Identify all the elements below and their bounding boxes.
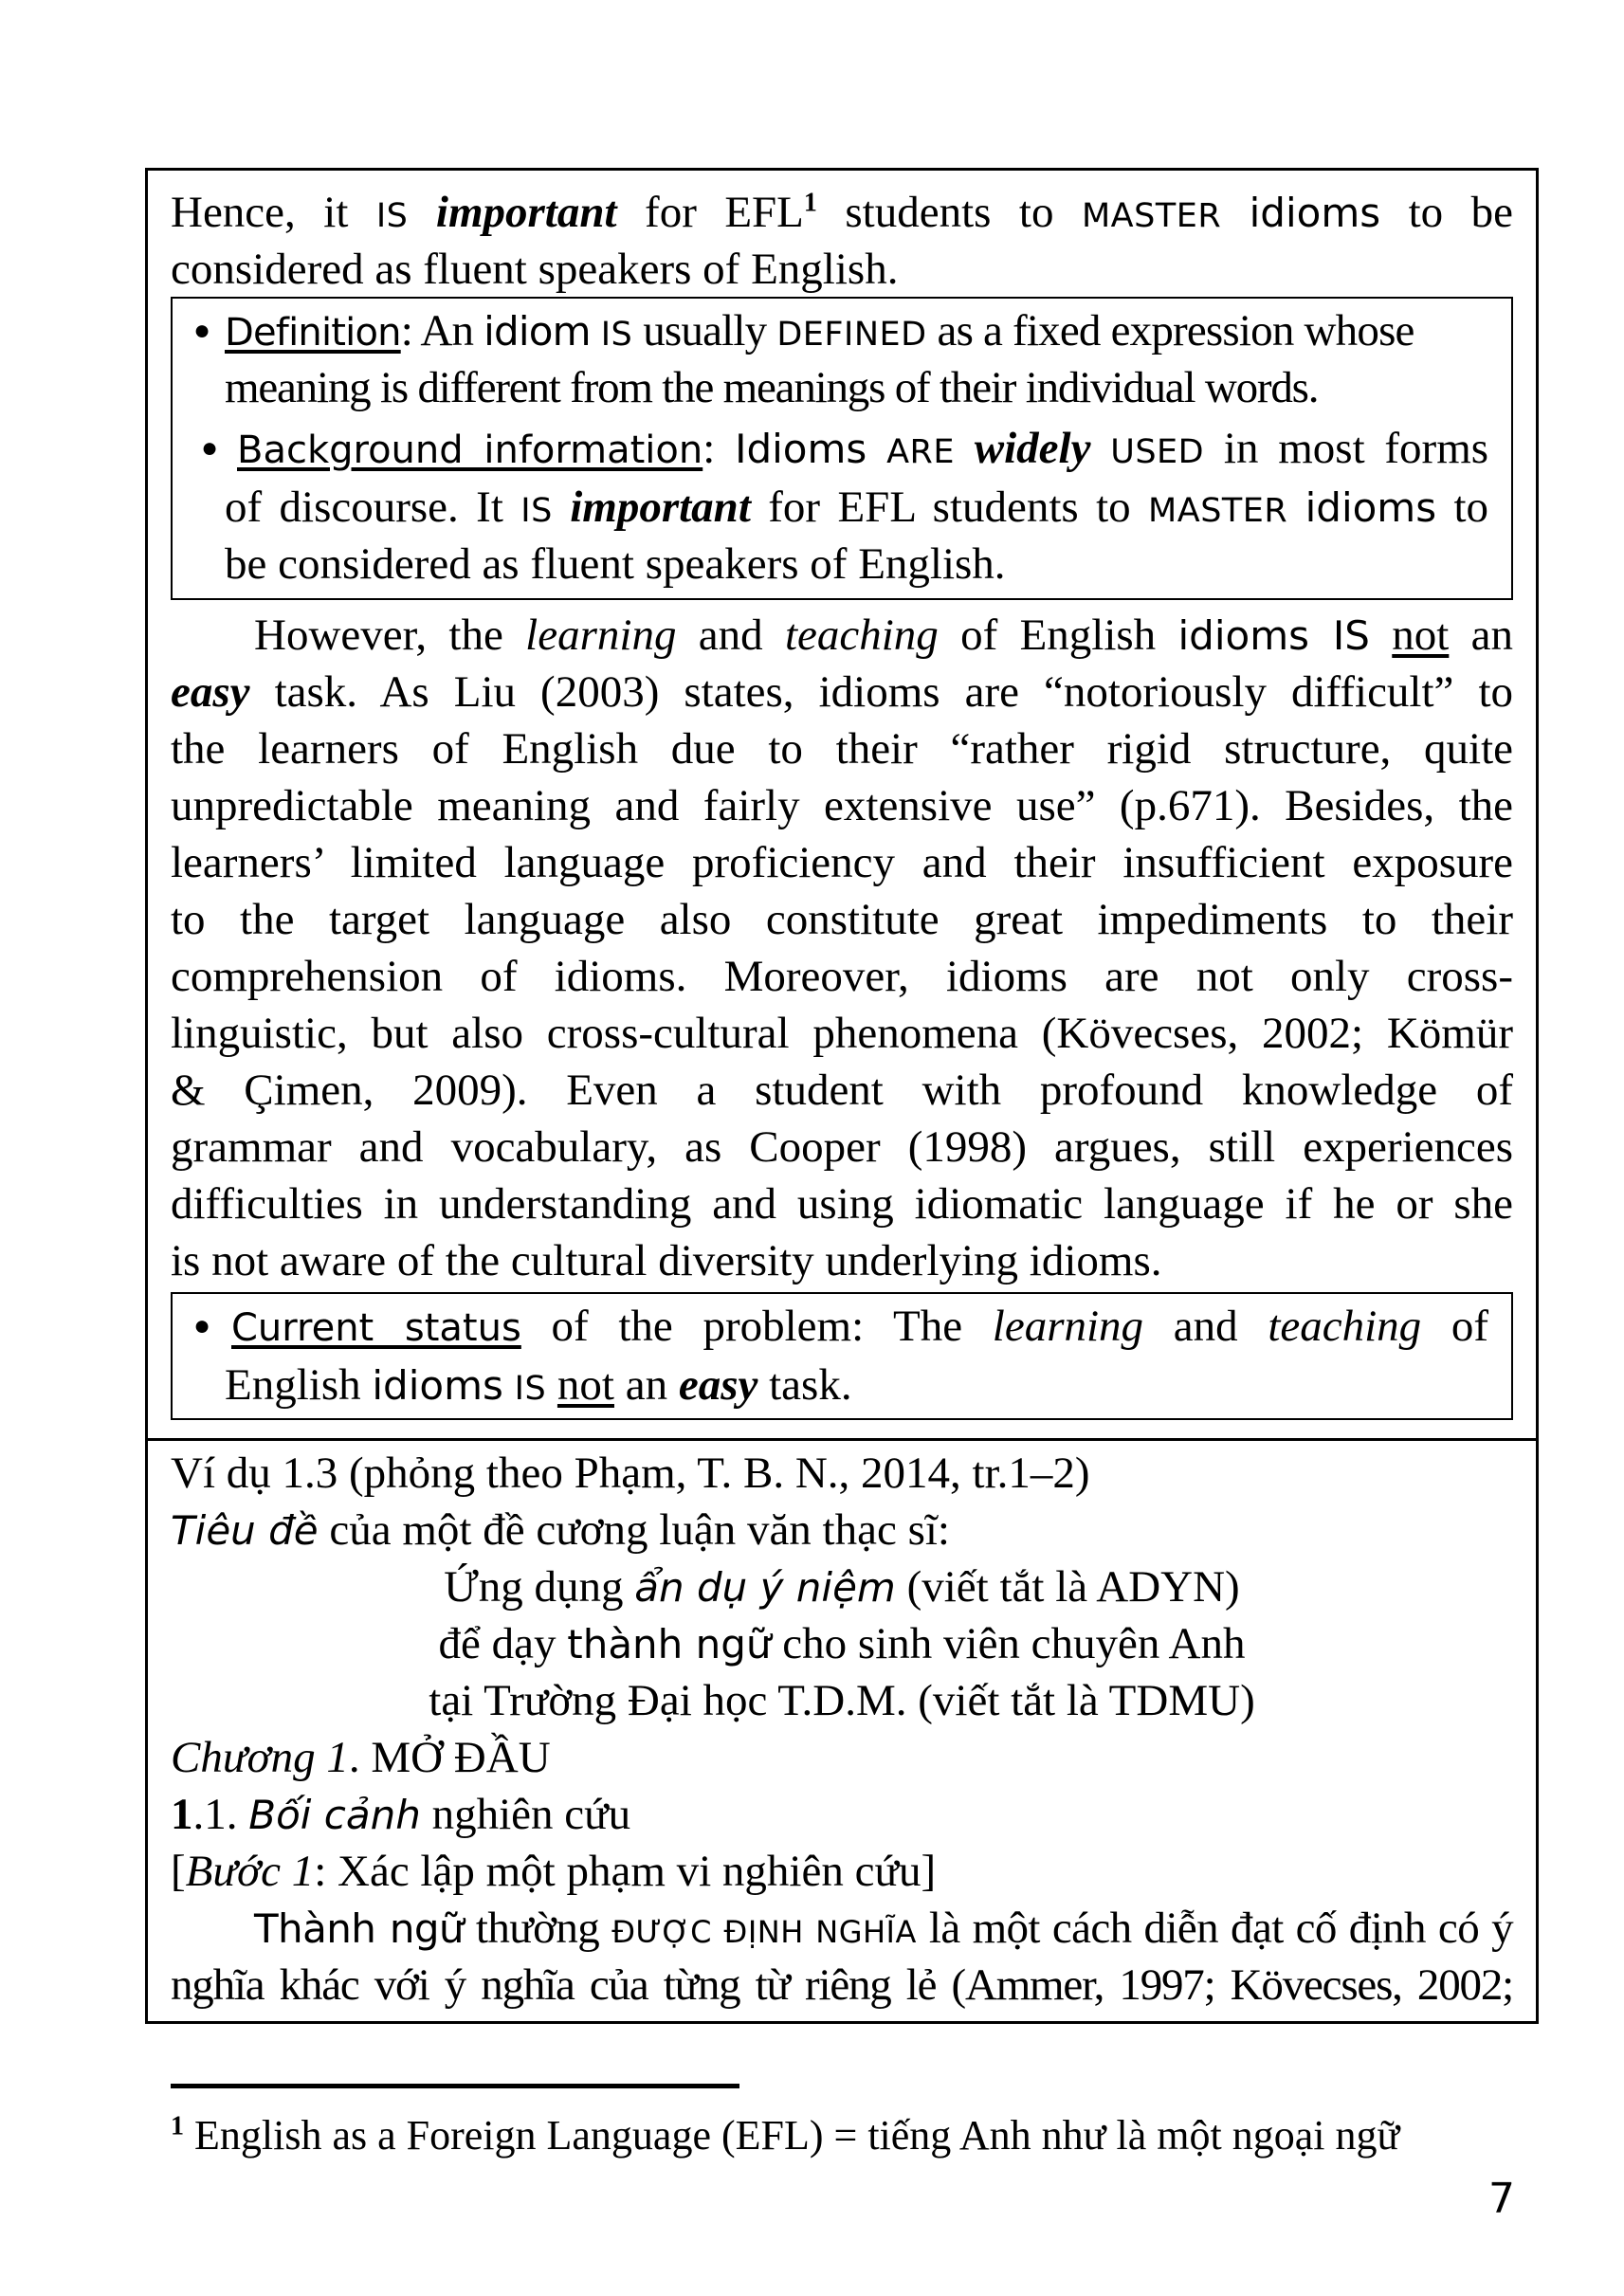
vn-para-line-2: nghĩa khác với ý nghĩa của từng từ riêng lẻ (Ammer, 1997; Kövecses, 2002; [171,1960,1513,2010]
chapter-heading: Chương 1. MỞ ĐẦU [171,1733,551,1782]
background-line: Background information: Idioms ARE widely USED in most forms [237,424,1489,473]
vietnamese-example-cell [148,1441,1536,2021]
thesis-title-3: tại Trường Đại học T.D.M. (viết tắt là TDMU) [429,1676,1255,1725]
para-line: is not aware of the cultural diversity underlying idioms. [171,1236,1162,1285]
title-label-line: Tiêu đề của một đề cương luận văn thạc sĩ: [171,1505,950,1555]
definition-line-2: meaning is different from the meanings of their individual words. [225,363,1319,412]
page-number: 7 [1488,2175,1515,2223]
para-line-2: easy task. As Liu (2003) states, idioms are “notoriously difficult” to [171,667,1514,717]
current-status-box [171,1292,1513,1420]
para-line: & Çimen, 2009). Even a student with profound knowledge of [171,1066,1513,1115]
summary-box [171,297,1513,600]
content-frame [145,168,1539,2024]
para-line: linguistic, but also cross-cultural phenomena (Kövecses, 2002; Kömür [171,1009,1513,1058]
bullet: ● [193,1310,211,1341]
current-status-line: Current status of the problem: The learning and teaching of [231,1302,1489,1351]
para-line: learners’ limited language proficiency and their insufficient exposure [171,838,1513,887]
background-line-2: of discourse. It IS important for EFL students to MASTER idioms to [225,483,1489,532]
section-heading: 1.1. Bối cảnh nghiên cứu [171,1790,631,1839]
step-line: [Bước 1: Xác lập một phạm vi nghiên cứu] [171,1847,937,1896]
para-line: difficulties in understanding and using idiomatic language if he or she [171,1179,1513,1229]
definition-line: Definition: An idiom IS usually DEFINED as a fixed expression whose [225,306,1414,355]
example-heading: Ví dụ 1.3 (phỏng theo Phạm, T. B. N., 2014, tr.1–2) [171,1449,1090,1498]
intro-line-2: considered as fluent speakers of English. [171,245,899,294]
intro-line-1: Hence, it IS important for EFL$^1$ students to MASTER idioms to be [171,188,1514,237]
english-example-cell [148,171,1536,1441]
para-line: unpredictable meaning and fairly extensive use” (p.671). Besides, the [171,781,1513,830]
thesis-title-1: Ứng dụng ẩn dụ ý niệm (viết tắt là ADYN) [444,1562,1240,1612]
current-status-line-2: English idioms IS not an easy task. [225,1360,852,1410]
thesis-title-2: để dạy thành ngữ cho sinh viên chuyên Anh [438,1619,1246,1668]
para-line: comprehension of idioms. Moreover, idioms are not only cross- [171,952,1513,1001]
para-line: the learners of English due to their “rather rigid structure, quite [171,724,1513,774]
bullet: ● [201,432,219,464]
para-line-1: However, the learning and teaching of English idioms IS not an [254,610,1514,660]
footnote: $^1$ English as a Foreign Language (EFL) = tiếng Anh như là một ngoại ngữ [171,2111,1400,2159]
para-line: to the target language also constitute great impediments to their [171,895,1513,944]
background-line-3: be considered as fluent speakers of English. [225,539,1006,589]
para-line: grammar and vocabulary, as Cooper (1998) argues, still experiences [171,1122,1513,1172]
footnote-separator [171,2084,739,2088]
bullet: ● [193,315,211,346]
vn-para-line-1: Thành ngữ thường ĐƯỢC ĐỊNH NGHĨA là một cách diễn đạt cố định có ý [254,1904,1513,1953]
